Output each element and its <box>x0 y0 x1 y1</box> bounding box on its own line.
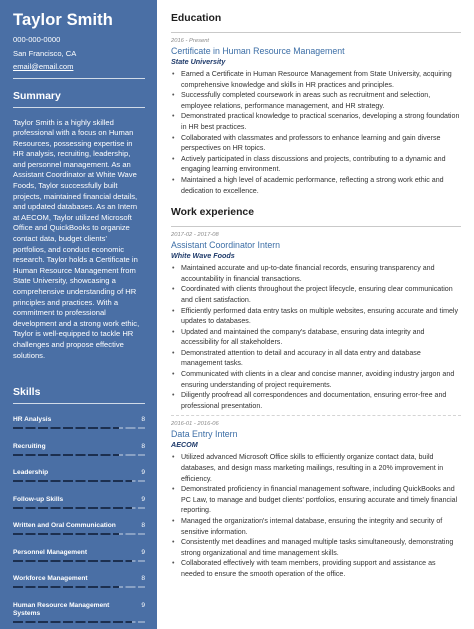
skill-level-bar <box>13 480 145 482</box>
skill-level-bar <box>13 533 145 535</box>
entry <box>171 420 461 579</box>
bullet-item: • Demonstrated proficiency in financial management software, including QuickBooks and PC Law, to manage and budget clients' portfolios, ensuring accurate and timely financial reporting. <box>171 484 461 516</box>
skill-level-bar <box>13 560 145 562</box>
skill-level-fill <box>13 560 132 562</box>
education-heading: Education <box>171 13 222 24</box>
work-entries <box>171 231 461 579</box>
skill-item <box>13 493 145 520</box>
skill-name: Leadership <box>13 469 49 477</box>
skill-level-fill <box>13 480 132 482</box>
skill-level: 8 <box>141 442 145 450</box>
skill-level: 9 <box>141 469 145 477</box>
skill-name: Workforce Management <box>13 575 88 583</box>
entry-date: 2017-02 - 2017-08 <box>171 232 219 239</box>
skill-name: HR Analysis <box>13 416 52 424</box>
skill-item <box>13 466 145 493</box>
entry <box>171 37 461 196</box>
skill-name: Follow-up Skills <box>13 495 64 503</box>
skill-item <box>13 440 145 467</box>
entry-date: 2016-01 - 2016-06 <box>171 421 219 428</box>
bullet-item: • Demonstrated practical knowledge to practical scenarios, developing a strong foundation in HR best practices. <box>171 111 461 132</box>
skill-level-fill <box>13 621 132 623</box>
skill-level: 8 <box>141 522 145 530</box>
work-heading: Work experience <box>171 207 254 219</box>
summary-heading: Summary <box>13 89 61 102</box>
skill-level-fill <box>13 454 119 456</box>
skill-level: 8 <box>141 416 145 424</box>
bullet-item: • Diligently proofread all correspondences and documentation, ensuring error-free and professional presentation. <box>171 390 461 411</box>
skill-level-fill <box>13 533 119 535</box>
entry-title: Data Entry Intern <box>171 429 238 440</box>
location: San Francisco, CA <box>13 48 77 58</box>
bullet-list <box>171 69 461 196</box>
bullet-item: • Earned a Certificate in Human Resource Management from State University, acquiring comprehensive knowledge and skills in HR practices and principles. <box>171 69 461 90</box>
skill-item <box>13 413 145 440</box>
skill-level-bar <box>13 586 145 588</box>
bullet-item: • Coordinated with clients throughout the project lifecycle, ensuring clear communication and client satisfaction. <box>171 284 461 305</box>
skill-name: Human Resource Management Systems <box>13 601 110 618</box>
sidebar-divider <box>13 107 145 108</box>
bullet-item: • Utilized advanced Microsoft Office skills to efficiently organize contact data, build databases, and design mass marketing mailings, resulting in a 20% improvement in efficiency. <box>171 452 461 484</box>
skill-level: 9 <box>141 548 145 556</box>
entry-title: Certificate in Human Resource Management <box>171 46 345 56</box>
email-link[interactable]: email@email.com <box>13 62 74 71</box>
bullet-item: • Consistently met deadlines and managed multiple tasks simultaneously, demonstrating strong organizational and time management skills. <box>171 537 461 558</box>
skill-level-bar <box>13 454 145 456</box>
entry-divider <box>171 415 461 416</box>
sidebar <box>0 0 157 629</box>
sidebar-divider <box>13 403 145 404</box>
bullet-list <box>171 263 461 411</box>
entry-organization: State University <box>171 57 226 66</box>
bullet-item: • Actively participated in class discussions and projects, contributing to a dynamic and engaging learning environment. <box>171 154 461 175</box>
skill-item <box>13 546 145 573</box>
skill-item <box>13 599 145 626</box>
bullet-item: • Successfully completed coursework in areas such as recruitment and selection, employee relations, performance management, and HR strategy. <box>171 90 461 111</box>
section-divider <box>171 32 461 33</box>
skill-level: 8 <box>141 575 145 583</box>
bullet-item: • Maintained accurate and up-to-date financial records, ensuring transparency and accountability in financial transactions. <box>171 263 461 284</box>
bullet-list <box>171 452 461 579</box>
contact-info <box>13 33 145 74</box>
phone-number: 000-000-0000 <box>13 35 61 44</box>
skill-name: Written and Oral Communication <box>13 522 116 530</box>
skill-name: Recruiting <box>13 442 46 450</box>
entry-title: Assistant Coordinator Intern <box>171 240 281 251</box>
skill-level: 9 <box>141 601 145 609</box>
skill-level-bar <box>13 621 145 623</box>
skill-level-bar <box>13 427 145 429</box>
work-section <box>171 206 461 579</box>
skill-level-fill <box>13 507 132 509</box>
bullet-item: • Collaborated with classmates and professors to enhance learning and gain diverse perspectives on HR topics. <box>171 133 461 154</box>
entry <box>171 231 461 411</box>
education-section <box>171 12 461 196</box>
bullet-item: • Managed the organization's internal database, ensuring the integrity and security of sensitive information. <box>171 516 461 537</box>
skill-level-fill <box>13 586 119 588</box>
skill-item <box>13 519 145 546</box>
candidate-name: Taylor Smith <box>13 11 113 29</box>
skill-name: Personnel Management <box>13 548 88 556</box>
bullet-item: • Demonstrated attention to detail and accuracy in all data entry and database management tasks. <box>171 348 461 369</box>
skills-list <box>13 413 145 625</box>
skill-level: 9 <box>141 495 145 503</box>
entry-date: 2016 - Present <box>171 38 210 44</box>
skill-level-bar <box>13 507 145 509</box>
education-entries <box>171 37 461 196</box>
main-content <box>171 0 461 580</box>
summary-text: Taylor Smith is a highly skilled professional with a focus on Human Resources, possessing expertise in HR analysis, recruiting, leadership, and personnel management. As an Assistant Coordinator at White Wave Foods, Taylor successfully built projects, maintained financial details, and updated databases. As an Intern at AECOM, Taylor utilized Microsoft Office and QuickBooks to organize contact data, budget clients' portfolios, and conduct economic research. Taylor holds a Certificate in Human Resource Management from State University, showcasing a comprehensive understanding of HR principles and practices. With a commitment to professional development and a strong work ethic, Taylor is well-equipped to tackle HR challenges and propose effective solutions. <box>13 117 140 360</box>
entry-organization: White Wave Foods <box>171 251 235 261</box>
section-divider <box>171 226 461 227</box>
entry-organization: AECOM <box>171 440 198 450</box>
bullet-item: • Communicated with clients in a clear and concise manner, avoiding industry jargon and ensuring understanding of project requirements. <box>171 369 461 390</box>
skill-item <box>13 572 145 599</box>
sidebar-divider <box>13 78 145 79</box>
bullet-item: • Efficiently performed data entry tasks on multiple websites, ensuring accurate and timely updates to databases. <box>171 306 461 327</box>
skill-level-fill <box>13 427 119 429</box>
skills-heading: Skills <box>13 386 41 399</box>
bullet-item: • Maintained a high level of academic performance, reflecting a strong work ethic and dedication to excellence. <box>171 175 461 196</box>
bullet-item: • Updated and maintained the company's database, ensuring data integrity and accessibility for all stakeholders. <box>171 327 461 348</box>
bullet-item: • Collaborated effectively with team members, providing support and assistance as needed to ensure the smooth operation of the office. <box>171 558 461 579</box>
